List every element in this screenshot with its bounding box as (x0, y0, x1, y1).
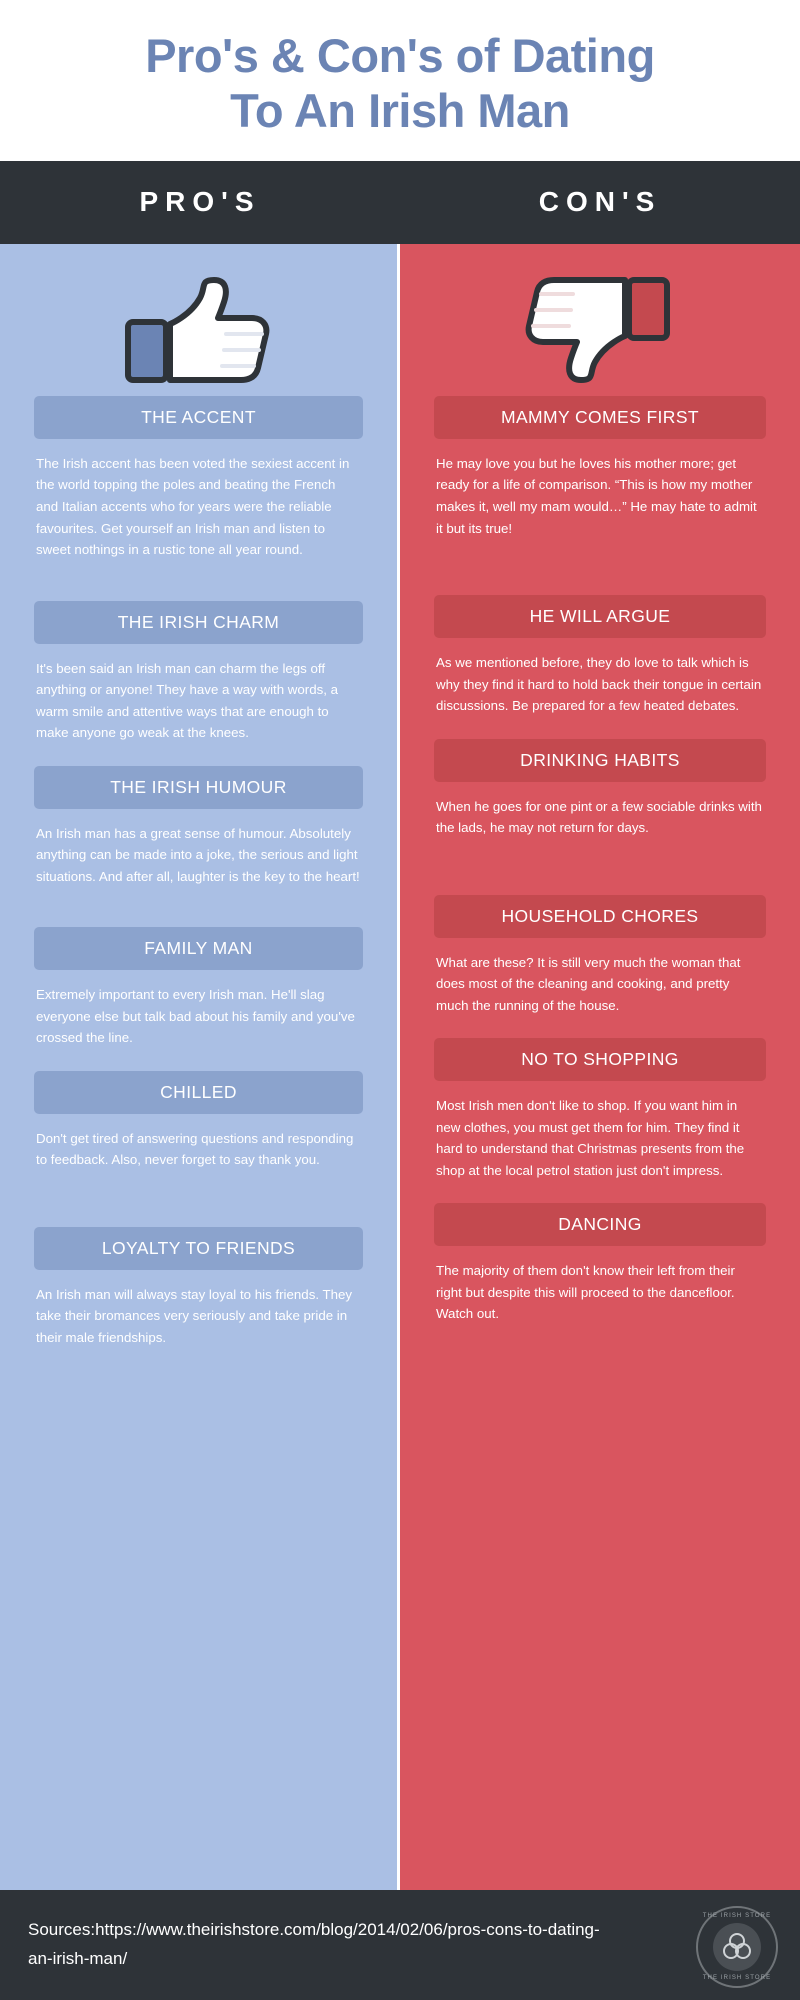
pros-item-3-body: Extremely important to every Irish man. He'll slag everyone else but talk bad about his family and you've crossed the line. (36, 987, 355, 1046)
cons-item-3 (428, 895, 772, 1017)
pros-item-0-body: The Irish accent has been voted the sexiest accent in the world topping the poles and beating the French and Italian accents who for years were the reliable favourites. Get yourself an Irish man and listen to sweet nothings in a rustic tone all year round. (36, 455, 350, 558)
footer-sources: Sources:https://www.theirishstore.com/blog/2014/02/06/pros-cons-to-dating-an-irish-man/ (28, 1920, 600, 1968)
cons-item-2-body: When he goes for one pint or a few sociable drinks with the lads, he may not return for days. (436, 798, 762, 836)
cons-item-4-label: NO TO SHOPPING (434, 1038, 766, 1081)
spacer (28, 1193, 369, 1227)
pros-item-2-body: An Irish man has a great sense of humour. Absolutely anything can be made into a joke, the serious and light situations. And after all, laughter is the key to the heart! (36, 825, 360, 884)
cons-item-0 (428, 396, 772, 539)
cons-item-1-body: As we mentioned before, they do love to talk which is why they find it hard to hold back their tongue in certain discussions. Be prepared for a few heated debates. (436, 655, 762, 714)
cons-item-1 (428, 595, 772, 717)
spacer (428, 561, 772, 595)
pros-item-5-label: LOYALTY TO FRIENDS (34, 1227, 363, 1270)
pros-item-2-label: THE IRISH HUMOUR (34, 766, 363, 809)
spacer (28, 909, 369, 927)
cons-item-3-body: What are these? It is still very much the woman that does most of the cleaning and cooking, and pretty much the running of the house. (436, 954, 741, 1013)
cons-item-3-label: HOUSEHOLD CHORES (434, 895, 766, 938)
cons-item-2 (428, 739, 772, 839)
pros-item-0-label: THE ACCENT (34, 396, 363, 439)
header-label-pros: PRO'S (139, 186, 261, 218)
column-header-bar (0, 161, 800, 244)
columns-container (0, 244, 800, 1890)
header-cell-pros (0, 161, 400, 244)
pros-item-4 (28, 1071, 369, 1171)
pros-column (0, 244, 400, 1890)
cons-item-4-body: Most Irish men don't like to shop. If you want him in new clothes, you must get them for him. They find it hard to understand that Christmas presents from the shop at the local petrol station just don't impress. (436, 1098, 745, 1178)
cons-item-1-label: HE WILL ARGUE (434, 595, 766, 638)
cons-item-5-label: DANCING (434, 1203, 766, 1246)
spacer (428, 861, 772, 895)
pros-item-2 (28, 766, 369, 888)
pros-item-0 (28, 396, 369, 561)
spacer (28, 583, 369, 601)
page-title-line-1: Pro's & Con's of Dating (145, 29, 655, 82)
thumbs-up-icon (28, 266, 369, 396)
cons-item-0-body: He may love you but he loves his mother more; get ready for a life of comparison. “This is how my mother makes it, well my mam would…” He may hate to admit it but its true! (436, 455, 757, 536)
cons-item-4 (428, 1038, 772, 1181)
header-label-cons: CON'S (538, 186, 662, 218)
header-cell-cons (400, 161, 800, 244)
pros-item-1 (28, 601, 369, 744)
logo-ring (696, 1906, 778, 1988)
cons-column (400, 244, 800, 1890)
cons-item-2-label: DRINKING HABITS (434, 739, 766, 782)
logo-text-bottom: THE IRISH STORE (702, 1975, 772, 1981)
the-irish-store-logo (696, 1906, 774, 1984)
pros-item-5 (28, 1227, 369, 1349)
title-block (0, 0, 800, 161)
footer-bar (0, 1890, 800, 2000)
pros-item-3-label: FAMILY MAN (34, 927, 363, 970)
pros-item-4-body: Don't get tired of answering questions and responding to feedback. Also, never forget to say thank you. (36, 1130, 354, 1168)
pros-item-1-label: THE IRISH CHARM (34, 601, 363, 644)
pros-item-5-body: An Irish man will always stay loyal to his friends. They take their bromances very seriously and take pride in their male friendships. (36, 1286, 353, 1345)
celtic-knot-icon (713, 1923, 761, 1971)
cons-item-0-label: MAMMY COMES FIRST (434, 396, 766, 439)
cons-item-5 (428, 1203, 772, 1325)
pros-item-1-body: It's been said an Irish man can charm the legs off anything or anyone! They have a way with words, a warm smile and attentive ways that are enough to make anyone go weak at the knees. (36, 660, 339, 741)
thumbs-down-icon (428, 266, 772, 396)
page-title-line-2: To An Irish Man (230, 84, 570, 138)
pros-item-4-label: CHILLED (34, 1071, 363, 1114)
pros-item-3 (28, 927, 369, 1049)
logo-text-top: THE IRISH STORE (702, 1913, 772, 1919)
cons-item-5-body: The majority of them don't know their left from their right but despite this will proceed to the dancefloor. Watch out. (436, 1263, 735, 1322)
